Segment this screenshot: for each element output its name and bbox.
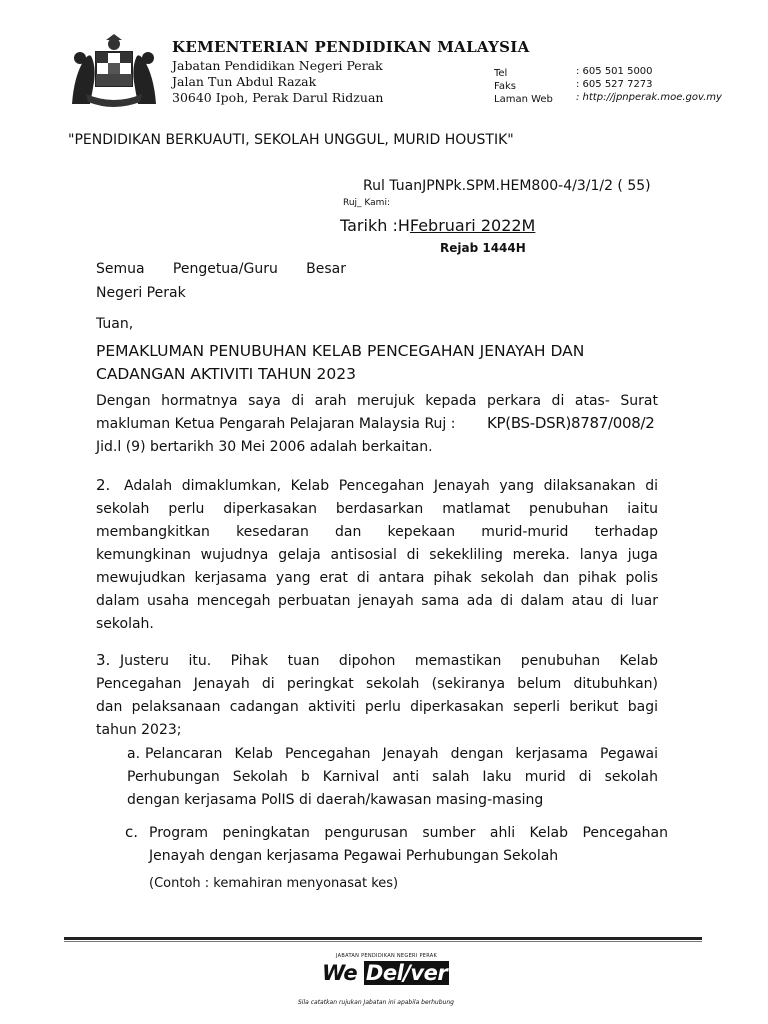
address-line-1: Jabatan Pendidikan Negeri Perak xyxy=(172,58,383,73)
para3-number: 3. xyxy=(96,651,111,669)
item-c-marker: c. xyxy=(125,823,139,841)
para1-line-3: Jid.l (9) bertarikh 30 Mei 2006 adalah berkaitan. xyxy=(96,439,433,455)
circular-reference-code: KP(BS-DSR)8787/008/2 xyxy=(487,414,655,432)
para2-line-5: mewujudkan kerjasama yang erat di antara pihak sekolah dan pihak polis xyxy=(96,570,658,586)
recipient-word-3: Besar xyxy=(306,261,346,277)
website-label: Laman Web xyxy=(494,94,553,105)
item-c-line-2: Jenayah dengan kerjasama Pegawai Perhubungan Sekolah xyxy=(149,848,559,864)
footer-caption: JABATAN PENDIDIKAN NEGERI PERAK xyxy=(336,953,438,959)
address-line-2: Jalan Tun Abdul Razak xyxy=(172,74,317,89)
date-value: Februari 2022M xyxy=(409,216,536,235)
salutation: Tuan, xyxy=(96,316,134,332)
recipient-line-2: Negeri Perak xyxy=(96,285,186,301)
fax-label: Faks xyxy=(494,81,516,92)
hijri-date: Rejab 1444H xyxy=(440,241,526,255)
item-a-line-2: Perhubungan Sekolah b Karnival anti salah Iaku murid di sekolah xyxy=(127,769,658,785)
para2-number: 2. xyxy=(96,476,111,494)
tel-label: Tel xyxy=(494,68,508,79)
para3-line-4: tahun 2023; xyxy=(96,722,182,738)
para3-line-3: dan pelaksanaan cadangan aktiviti perlu diperkasakan seperli berikut bagi xyxy=(96,699,658,715)
date-label: Tarikh :H xyxy=(340,216,410,235)
para2-line-3: membangkitkan kesedaran dan kepekaan murid-murid terhadap xyxy=(96,524,658,540)
para2-line-1: Adalah dimaklumkan, Kelab Pencegahan Jenayah yang dilaksanakan di xyxy=(124,478,658,494)
para2-line-6: dalam usaha mencegah perbuatan jenayah sama ada di dalam atau di luar xyxy=(96,593,658,609)
ministry-name: KEMENTERIAN PENDIDIKAN MALAYSIA xyxy=(172,38,530,56)
subject-line-1: PEMAKLUMAN PENUBUHAN KELAB PENCEGAHAN JENAYAH DAN xyxy=(96,342,585,360)
para3-line-1: Justeru itu. Pihak tuan dipohon memastikan penubuhan Kelab xyxy=(120,653,658,669)
para3-line-2: Pencegahan Jenayah di peringkat sekolah (sekiranya belum ditubuhkan) xyxy=(96,676,658,692)
item-c-example: (Contoh : kemahiran menyonasat kes) xyxy=(149,876,399,891)
footer-divider xyxy=(64,937,702,940)
footer-note: Sila catatkan rujukan Jabatan ini apabila berhubung xyxy=(298,999,454,1006)
item-a-line-3: dengan kerjasama PolIS di daerah/kawasan masing-masing xyxy=(127,792,544,808)
item-a-marker: a. xyxy=(127,746,141,762)
subject-line-2: CADANGAN AKTIVITI TAHUN 2023 xyxy=(96,365,357,383)
footer-divider-thin xyxy=(64,941,702,942)
logo-deliver: Del/ver xyxy=(365,961,448,985)
recipient-word-2: Pengetua/Guru xyxy=(172,261,278,277)
item-c-line-1: Program peningkatan pengurusan sumber ahli Kelab Pencegahan xyxy=(149,825,668,841)
para2-line-2: sekolah perlu diperkasakan berdasarkan matlamat penubuhan iaitu xyxy=(96,501,658,517)
reference-kami: Ruj_ Kami: xyxy=(343,198,390,208)
para2-line-4: kemungkinan wujudnya gelaja antisosial di sekekliling mereka. lanya juga xyxy=(96,547,658,563)
motto: "PENDIDIKAN BERKUAUTI, SEKOLAH UNGGUL, MURID HOUSTIK" xyxy=(68,132,514,148)
recipient-line-1 xyxy=(96,261,346,277)
tel-value: : 605 501 5000 xyxy=(576,66,653,77)
fax-value: : 605 527 7273 xyxy=(576,79,653,90)
para2-line-7: sekolah. xyxy=(96,616,154,632)
coat-of-arms-icon xyxy=(62,34,166,110)
logo-we: We xyxy=(322,961,358,985)
item-a-line-1: Pelancaran Kelab Pencegahan Jenayah dengan kerjasama Pegawai xyxy=(145,746,658,762)
date-line xyxy=(340,216,535,235)
reference-tuan: Rul TuanJPNPk.SPM.HEM800-4/3/1/2 ( 55) xyxy=(363,178,651,194)
para1-line-1: Dengan hormatnya saya di arah merujuk kepada perkara di atas- Surat xyxy=(96,393,658,409)
address-line-3: 30640 Ipoh, Perak Darul Ridzuan xyxy=(172,90,384,105)
para1-line-2: makluman Ketua Pengarah Pelajaran Malaysia Ruj : xyxy=(96,416,456,432)
website-value: : http://jpnperak.moe.gov.my xyxy=(576,92,722,103)
recipient-word-1: Semua xyxy=(96,261,145,277)
we-deliver-logo xyxy=(322,961,449,985)
